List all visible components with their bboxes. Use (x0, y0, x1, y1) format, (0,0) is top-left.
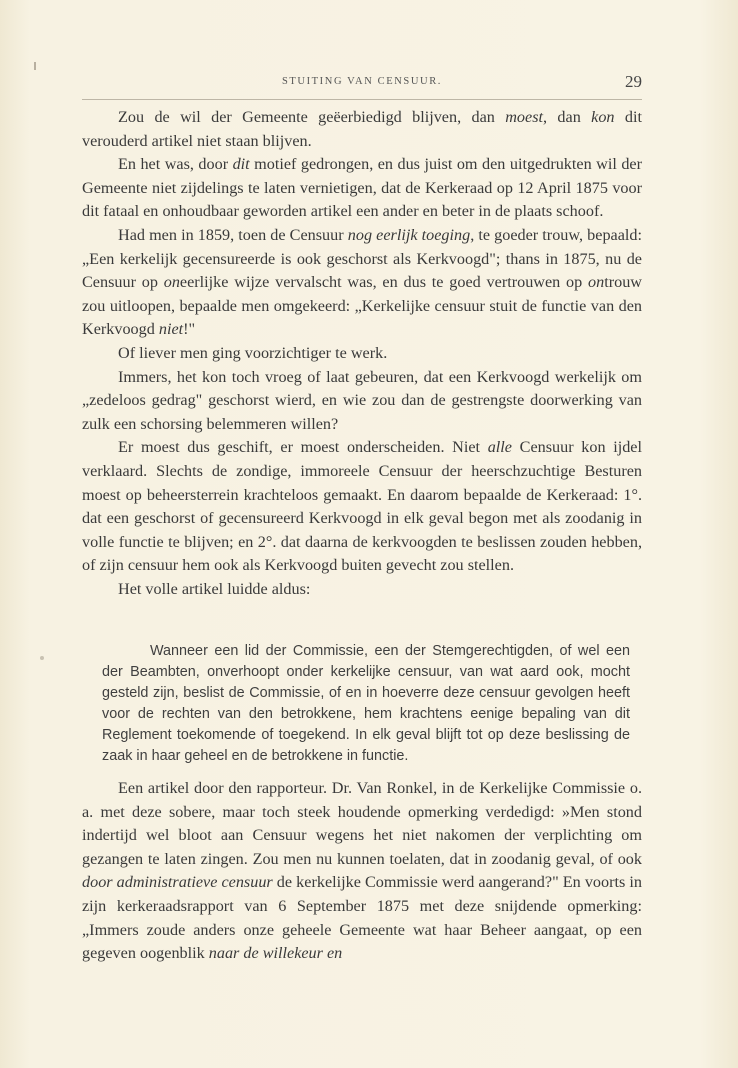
paragraph-2: En het was, door dit motief gedrongen, en dus juist om den uitgedrukten wil der Gemeente niet zijdelings te laten vernietigen, dat de Kerkeraad op 12 April 1875 voor dit fataal en onhoudbaar geworden artikel een ander en beter in de plaats schoof. (82, 155, 642, 221)
page-number: 29 (625, 72, 642, 91)
body-text (82, 106, 642, 601)
quoted-article (102, 641, 630, 768)
paragraph-1: Zou de wil der Gemeente geëerbiedigd blijven, dan moest, dan kon dit verouderd artikel niet staan blijven. (82, 108, 642, 150)
header-rule (82, 99, 642, 100)
paragraph-5: Immers, het kon toch vroeg of laat gebeuren, dat een Kerkvoogd werkelijk om „zedeloos gedrag" geschorst wierd, en wie zou dan de gestrengste doorwerking van zulk een schorsing belemmeren willen? (82, 367, 642, 433)
body-text-continued (82, 777, 642, 966)
paragraph-4: Of liever men ging voorzichtiger te werk. (118, 343, 388, 362)
paragraph-7: Het volle artikel luidde aldus: (118, 579, 311, 598)
running-head: STUITING VAN CENSUUR. (281, 76, 443, 87)
page-header (82, 72, 642, 92)
quote-text: Wanneer een lid der Commissie, een der Stemgerechtigden, of wel een der Beambten, onverhoopt onder kerkelijke censuur, van wat aard ook, mocht gesteld zijn, beslist de Commissie, of en in hoeverre deze censuur gevolgen heeft voor de rechten van den betrokkene, hem krachtens eenige bepaling van dit Reglement toekomende of toegekend. In elk geval blijft tot op deze beslissing de zaak in haar geheel en de betrokkene in functie. (102, 643, 630, 765)
paragraph-6: Er moest dus geschift, er moest onderscheiden. Niet alle Censuur kon ijdel verklaard. Slechts de zondige, immoreele Censuur der heerschzuchtige Besturen moest op beheersterrein krachteloos gemaakt. En daarom bepaalde de Kerkeraad: 1°. dat een geschorst of gecensureerd Kerkvoogd in elk geval begon met als zoodanig in volle functie te blijven; en 2°. dat daarna de kerkvoogden te beslissen zouden hebben, of zijn censuur hem ook als Kerkvoogd buiten gevecht zou stellen. (82, 438, 642, 575)
paragraph-3: Had men in 1859, toen de Censuur nog eerlijk toeging, te goeder trouw, bepaald: „Een kerkelijk gecensureerde is ook geschorst als Kerkvoogd"; thans in 1875, nu de Censuur op oneerlijke wijze vervalscht was, en dus te goed vertrouwen op ontrouw zou uitloopen, bepaalde men omgekeerd: „Kerkelijke censuur stuit de functie van den Kerkvoogd niet!" (82, 225, 643, 339)
margin-mark (34, 62, 36, 70)
margin-dot (40, 656, 44, 660)
paragraph-8: Een artikel door den rapporteur. Dr. Van Ronkel, in de Kerkelijke Commissie o. a. met deze sobere, maar toch steek houdende opmerking verdedigd: »Men stond indertijd wel bloot aan Censuur wegens het niet nakomen der verplichting om gezangen te laten zingen. Zou men nu kunnen toelaten, dat in zoodanig geval, of ook door administratieve censuur de kerkelijke Commissie werd aangerand?" En voorts in zijn kerkeraadsrapport van 6 September 1875 met deze snijdende opmerking: „Immers zoude anders onze geheele Gemeente wat haar Beheer aangaat, op een gegeven oogenblik naar de willekeur en (82, 779, 642, 963)
